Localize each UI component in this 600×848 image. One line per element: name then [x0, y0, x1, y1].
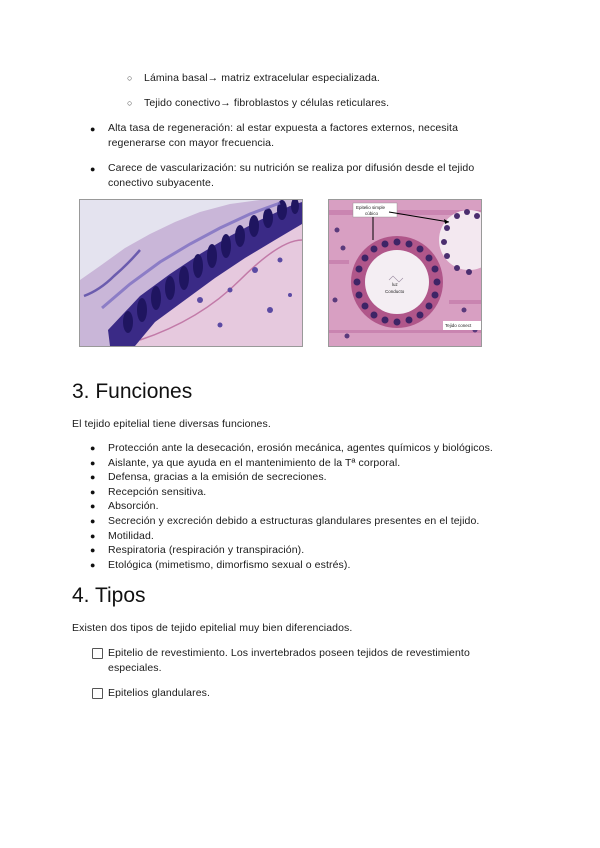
checkbox-revestimiento[interactable] [92, 648, 103, 659]
figure-label-duct: Conducto [385, 289, 405, 294]
checklist-item-line: Epitelios glandulares. [108, 687, 211, 699]
function-item: Defensa, gracias a la emisión de secreciones. [108, 471, 327, 483]
function-item: Recepción sensitiva. [108, 486, 207, 498]
bullet-icon: ● [90, 124, 96, 134]
hollow-circle-bullet-icon: ○ [127, 98, 133, 108]
figure-label-epithelium: Epitelio simple [356, 205, 386, 210]
bullet-icon: ● [90, 472, 96, 482]
checklist-item-line: Epitelio de revestimiento. Los invertebrados poseen tejidos de revestimiento [108, 647, 470, 659]
hollow-circle-bullet-icon: ○ [127, 73, 133, 83]
sub-list-item: Lámina basal→ matriz extracelular especializada. [144, 72, 380, 84]
histology-image-pseudostratified [79, 199, 303, 347]
checkbox-glandulares[interactable] [92, 688, 103, 699]
bullet-icon: ● [90, 560, 96, 570]
function-item: Protección ante la desecación, erosión mecánica, agentes químicos y biológicos. [108, 442, 493, 454]
function-item: Etológica (mimetismo, dimorfismo sexual o estrés). [108, 559, 351, 571]
section-heading-tipos: 4. Tipos [72, 584, 146, 607]
function-item: Motilidad. [108, 530, 154, 542]
section-heading-funciones: 3. Funciones [72, 380, 193, 403]
bullet-icon: ● [90, 443, 96, 453]
function-item: Aislante, ya que ayuda en el mantenimiento de la Tª corporal. [108, 457, 401, 469]
figure-label-lumen: luz [392, 282, 398, 287]
histology-image-cuboidal [328, 199, 482, 347]
bullet-text-line: Carece de vascularización: su nutrición se realiza por difusión desde el tejido [108, 162, 475, 174]
bullet-icon: ● [90, 531, 96, 541]
bullet-icon: ● [90, 545, 96, 555]
bullet-icon: ● [90, 501, 96, 511]
function-item: Respiratoria (respiración y transpiración). [108, 544, 305, 556]
bullet-icon: ● [90, 164, 96, 174]
bullet-icon: ● [90, 516, 96, 526]
figure-label-cuboidal: cúbico [365, 211, 379, 216]
function-item: Absorción. [108, 500, 159, 512]
checklist-item-line: especiales. [108, 662, 162, 674]
section-intro: Existen dos tipos de tejido epitelial muy bien diferenciados. [72, 622, 353, 634]
function-item: Secreción y excreción debido a estructuras glandulares presentes en el tejido. [108, 515, 480, 527]
sub-list-item: Tejido conectivo→ fibroblastos y células reticulares. [144, 97, 390, 109]
bullet-icon: ● [90, 487, 96, 497]
figure-label-connective-tissue: Tejido conect [445, 323, 472, 328]
section-intro: El tejido epitelial tiene diversas funciones. [72, 418, 271, 430]
bullet-text-line: conectivo subyacente. [108, 177, 214, 189]
bullet-text-line: Alta tasa de regeneración: al estar expuesta a factores externos, necesita [108, 122, 459, 134]
bullet-icon: ● [90, 458, 96, 468]
bullet-text-line: regenerarse con mayor frecuencia. [108, 137, 275, 149]
